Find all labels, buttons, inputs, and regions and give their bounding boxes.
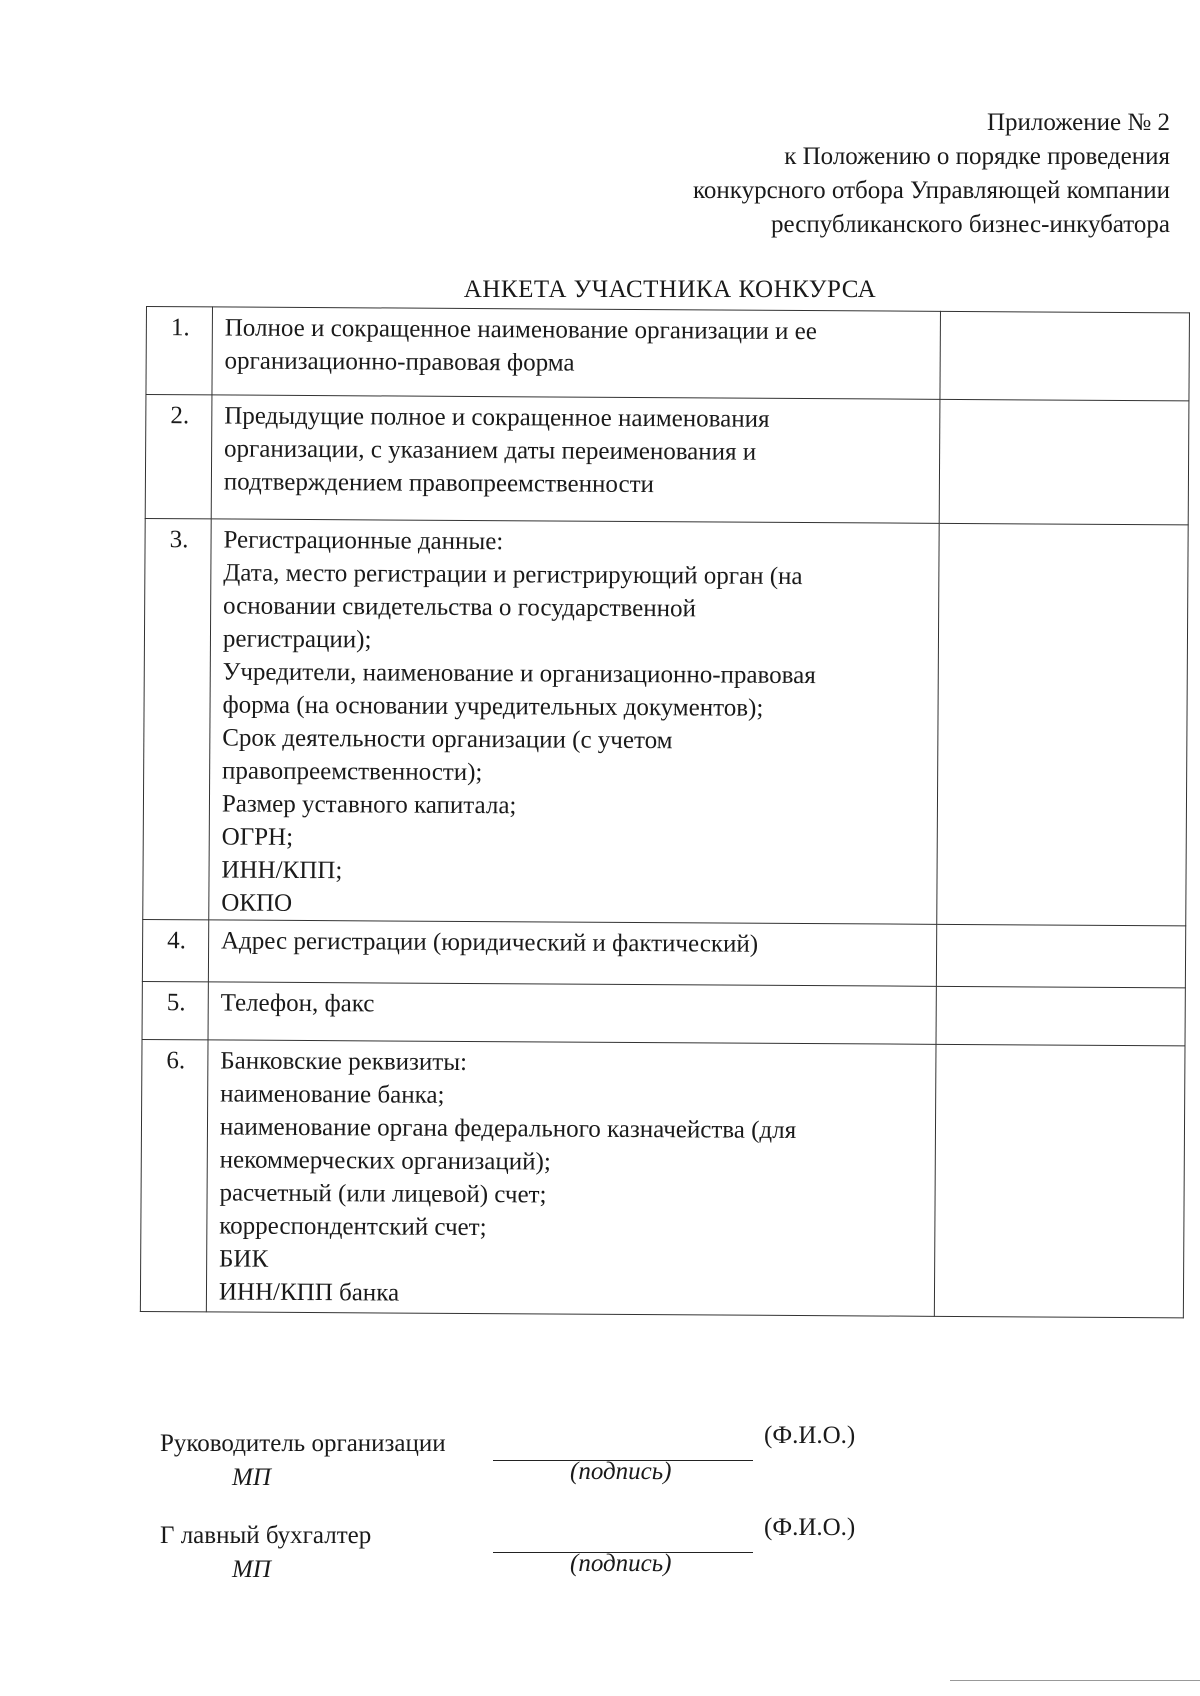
questionnaire-table: [140, 306, 1190, 1318]
row-label-line: основании свидетельства о государственной: [223, 592, 696, 623]
table-row: [146, 307, 1190, 401]
header-line: республиканского бизнес-инкубатора: [771, 211, 1170, 238]
row-value-cell[interactable]: [939, 399, 1189, 525]
row-number: 5.: [142, 981, 208, 1039]
row-value-cell[interactable]: [940, 311, 1190, 401]
row-label-line: наименование органа федерального казначейства (для: [219, 1113, 797, 1144]
row-value-cell[interactable]: [934, 1044, 1185, 1318]
row-value-cell[interactable]: [936, 986, 1185, 1046]
row-number: 4.: [142, 919, 208, 981]
row-label-line: некоммерческих организаций);: [219, 1146, 551, 1176]
signature-block-accountant: [160, 1514, 1160, 1590]
stamp-label: МП: [232, 1464, 271, 1491]
row-label-line: форма (на основании учредительных документов);: [222, 691, 764, 722]
row-label: [209, 519, 939, 924]
table-row: [142, 919, 1185, 987]
row-number: 2.: [145, 395, 212, 519]
row-label-line: Учредители, наименование и организационно-правовая: [222, 658, 816, 690]
signature-role: Руководитель организации: [160, 1430, 446, 1457]
header-line: Приложение № 2: [986, 109, 1170, 136]
row-number: 1.: [146, 307, 212, 395]
row-label-line: Телефон, факс: [220, 989, 375, 1018]
signature-fio-label: (Ф.И.О.): [764, 1422, 856, 1449]
row-label-line: Адрес регистрации (юридический и фактический): [220, 927, 759, 958]
row-label-line: правопреемственности);: [222, 757, 483, 787]
row-label: [208, 982, 936, 1044]
row-label-line: ИНН/КПП банка: [218, 1278, 400, 1307]
table-row: [142, 981, 1185, 1045]
row-label-line: Регистрационные данные:: [223, 526, 504, 556]
signature-caption: (подпись): [570, 1550, 672, 1577]
page-edge-line: [950, 1680, 1200, 1681]
row-label-line: ОКПО: [221, 889, 293, 917]
row-label-line: корреспондентский счет;: [219, 1212, 487, 1242]
row-label-line: регистрации);: [222, 625, 372, 654]
row-label: [206, 1040, 936, 1316]
signature-caption: (подпись): [570, 1458, 672, 1485]
form-title: АНКЕТА УЧАСТНИКА КОНКУРСА: [463, 276, 877, 303]
table-row: [145, 395, 1189, 525]
row-label: [212, 307, 941, 399]
row-label-line: Банковские реквизиты:: [220, 1047, 468, 1076]
row-value-cell[interactable]: [936, 924, 1185, 988]
row-label-line: БИК: [219, 1245, 269, 1273]
table-row: [140, 1039, 1185, 1317]
row-label: [211, 395, 940, 523]
signature-role: Г лавный бухгалтер: [160, 1522, 372, 1549]
header-line: к Положению о порядке проведения: [784, 143, 1170, 170]
appendix-header: [520, 106, 1170, 242]
stamp-label: МП: [232, 1556, 271, 1583]
row-label-line: Полное и сокращенное наименование организации и ее: [224, 314, 817, 346]
row-number: 3.: [143, 518, 211, 919]
row-label-line: Дата, место регистрации и регистрирующий орган (на: [223, 559, 803, 591]
row-label-line: ИНН/КПП;: [221, 856, 343, 885]
row-label-line: организационно-правовая форма: [224, 347, 575, 377]
row-label-line: наименование банка;: [220, 1080, 445, 1109]
table-row: [143, 518, 1188, 925]
row-label-line: Срок деятельности организации (с учетом: [222, 724, 673, 755]
row-label-line: Предыдущие полное и сокращенное наименования: [224, 402, 770, 433]
header-line: конкурсного отбора Управляющей компании: [693, 177, 1170, 204]
row-label: [208, 920, 936, 986]
row-label-line: Размер уставного капитала;: [221, 790, 517, 820]
row-label-line: расчетный (или лицевой) счет;: [219, 1179, 547, 1209]
row-number: 6.: [140, 1039, 208, 1311]
row-label-line: подтверждением правопреемственности: [223, 468, 655, 499]
signature-fio-label: (Ф.И.О.): [764, 1514, 856, 1541]
row-label-line: организации, с указанием даты переименования и: [223, 435, 757, 466]
row-value-cell[interactable]: [937, 523, 1188, 926]
signature-block-director: [160, 1422, 1160, 1498]
row-label-line: ОГРН;: [221, 823, 294, 851]
